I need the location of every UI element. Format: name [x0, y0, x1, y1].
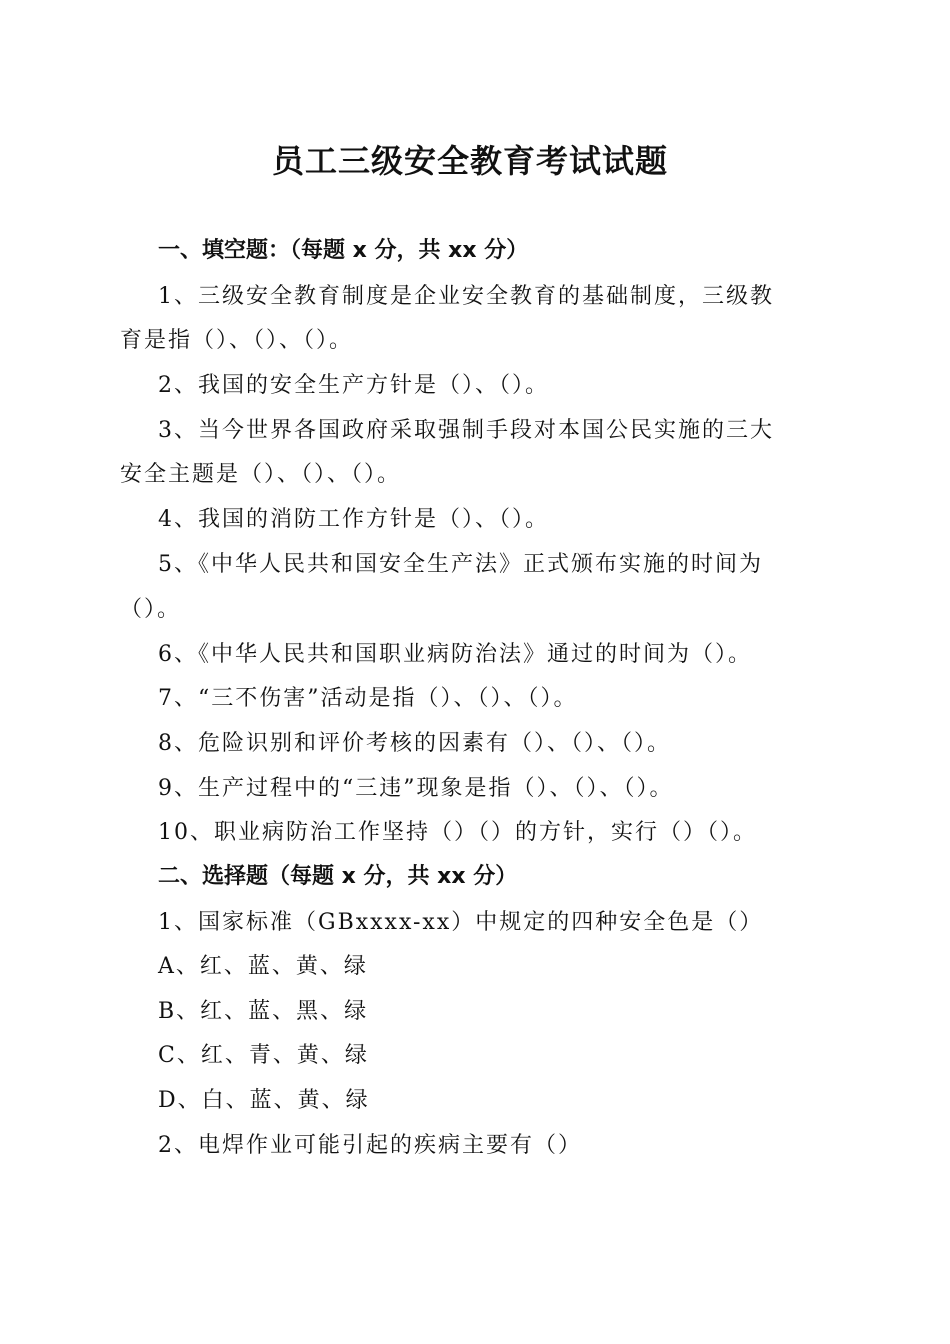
question-text: 2、电焊作业可能引起的疾病主要有（）	[158, 1133, 582, 1158]
answer-option: B、红、蓝、黑、绿	[158, 999, 369, 1024]
question-text: （）。	[120, 597, 182, 622]
question-text: 1、国家标准（GBxxxx-xx）中规定的四种安全色是（）	[158, 910, 764, 935]
question-text: 1、三级安全教育制度是企业安全教育的基础制度，三级教	[158, 284, 774, 309]
answer-option: D、白、蓝、黄、绿	[158, 1088, 370, 1113]
question-text: 7、“三不伤害”活动是指（）、（）、（）。	[158, 686, 578, 711]
question-text: 10、职业病防治工作坚持（）（）的方针，实行（）（）。	[158, 820, 757, 845]
question-text: 9、生产过程中的“三违”现象是指（）、（）、（）。	[158, 776, 674, 801]
answer-option: C、红、青、黄、绿	[158, 1043, 369, 1068]
question-text: 育是指（）、（）、（）。	[120, 328, 354, 353]
question-text: 8、危险识别和评价考核的因素有（）、（）、（）。	[158, 731, 671, 756]
question-text: 2、我国的安全生产方针是（）、（）。	[158, 373, 549, 398]
answer-option: A、红、蓝、黄、绿	[158, 954, 368, 979]
section-heading-fill-blank: 一、填空题：（每题 x 分，共 xx 分）	[158, 238, 529, 263]
question-text: 5、《中华人民共和国安全生产法》正式颁布实施的时间为	[158, 552, 763, 577]
question-text: 3、当今世界各国政府采取强制手段对本国公民实施的三大	[158, 418, 774, 443]
page-title: 员工三级安全教育考试试题	[271, 142, 668, 180]
question-text: 安全主题是（）、（）、（）。	[120, 462, 402, 487]
section-heading-multiple-choice: 二、选择题（每题 x 分，共 xx 分）	[158, 864, 518, 889]
question-text: 4、我国的消防工作方针是（）、（）。	[158, 507, 549, 532]
question-text: 6、《中华人民共和国职业病防治法》通过的时间为（）。	[158, 642, 752, 667]
